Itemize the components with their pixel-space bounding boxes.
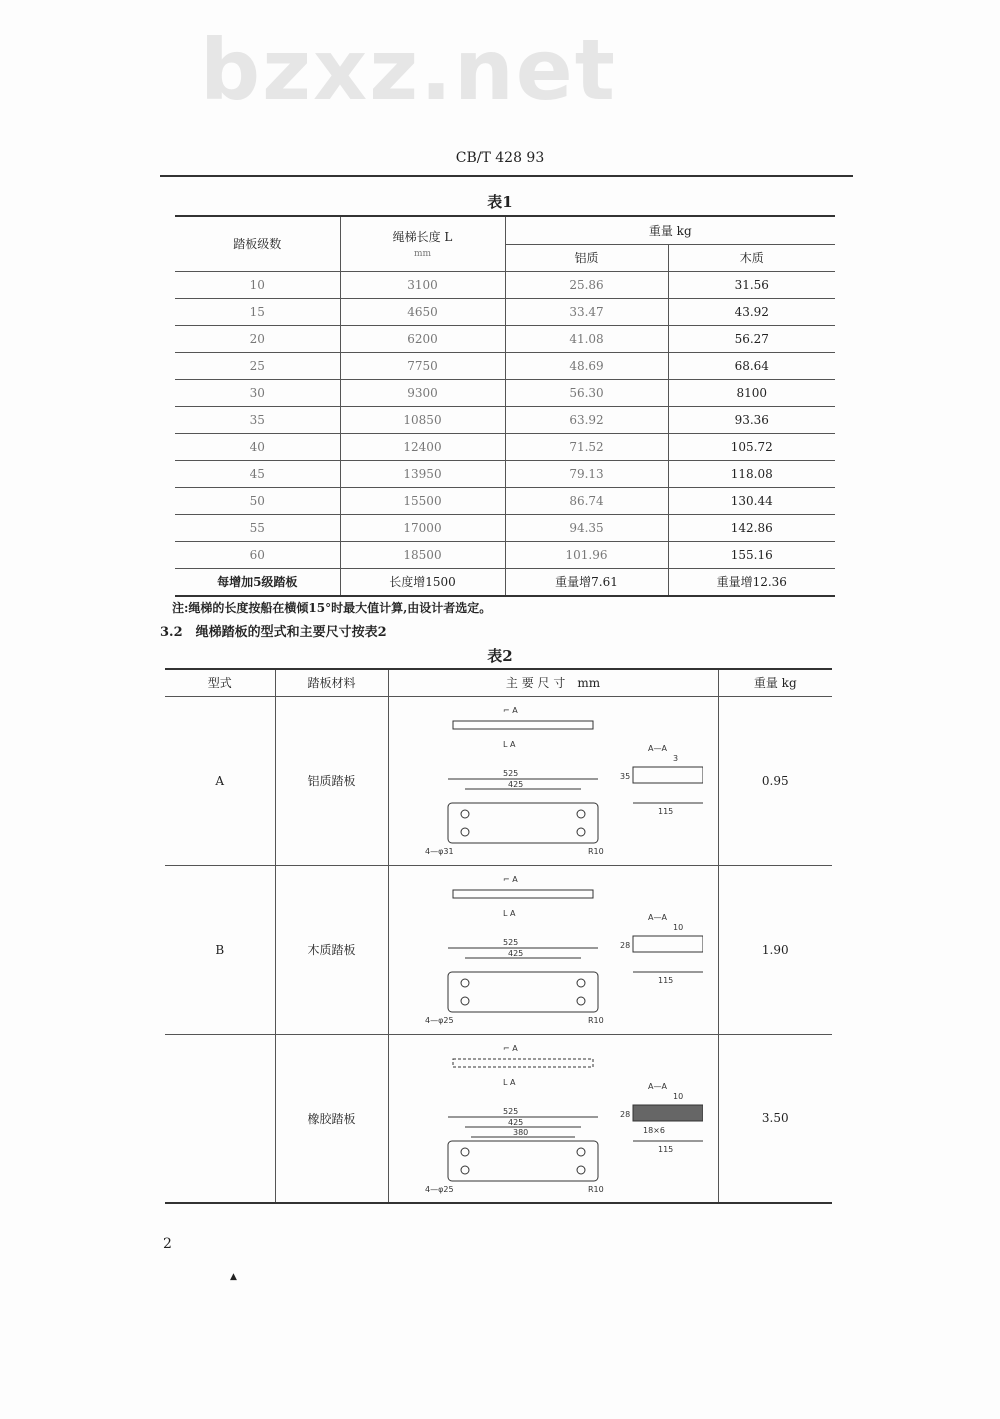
cell: 56.30 [505,379,668,406]
cell: 重量增7.61 [505,568,668,596]
cell: 3100 [340,271,505,298]
table2 [165,668,832,1204]
svg-text:4—φ31: 4—φ31 [425,847,454,856]
table1-row [175,325,835,352]
th-steps: 踏板级数 [175,216,340,271]
table1-footer-row [175,568,835,596]
svg-text:R10: R10 [588,1016,604,1025]
cell: 155.16 [668,541,835,568]
cell: 13950 [340,460,505,487]
cell: 71.52 [505,433,668,460]
table1-row [175,298,835,325]
table1-row [175,460,835,487]
table1-note: 注:绳梯的长度按船在横倾15°时最大值计算,由设计者选定。 [172,601,492,615]
cell: 30 [175,379,340,406]
cell: 63.92 [505,406,668,433]
cell: 长度增1500 [340,568,505,596]
cell: 142.86 [668,514,835,541]
svg-text:4—φ25: 4—φ25 [425,1184,454,1194]
table1-row [175,433,835,460]
cell-material: 铝质踏板 [275,696,388,865]
cell: 8100 [668,379,835,406]
cell: 9300 [340,379,505,406]
th-dims: 主 要 尺 寸 mm [388,669,718,696]
cell: 10850 [340,406,505,433]
th-material: 踏板材料 [275,669,388,696]
cell: 7750 [340,352,505,379]
svg-text:425: 425 [508,780,524,789]
cell-weight: 0.95 [718,696,832,865]
dimension-drawing [388,865,718,1034]
cell: 79.13 [505,460,668,487]
table1-row [175,352,835,379]
svg-text:A—A: A—A [648,744,667,753]
table1-row [175,487,835,514]
cell: 10 [175,271,340,298]
svg-text:380: 380 [513,1127,529,1137]
svg-text:10: 10 [673,923,684,932]
cell: 15500 [340,487,505,514]
cell: 68.64 [668,352,835,379]
watermark: bzxz.net [200,21,617,119]
th-length: 绳梯长度 L mm [340,216,505,271]
cell: 41.08 [505,325,668,352]
th-weight: 重量 kg [505,216,835,244]
cell-material: 橡胶踏板 [275,1034,388,1203]
svg-text:R10: R10 [588,1184,604,1194]
header-rule [160,175,853,177]
svg-text:115: 115 [658,976,674,985]
table1 [175,215,835,597]
cell: 重量增12.36 [668,568,835,596]
cell: 55 [175,514,340,541]
scan-mark: ▲ [230,1272,237,1282]
cell: 20 [175,325,340,352]
svg-text:L A: L A [503,1077,516,1087]
cell: 45 [175,460,340,487]
svg-text:4—φ25: 4—φ25 [425,1016,454,1025]
table1-row [175,514,835,541]
svg-text:18×6: 18×6 [643,1125,665,1135]
th-aluminum: 铝质 [505,244,668,271]
cell: 每增加5级踏板 [175,568,340,596]
cell: 130.44 [668,487,835,514]
svg-text:28: 28 [620,1109,631,1119]
th-weight: 重量 kg [718,669,832,696]
cell: 15 [175,298,340,325]
cell-type: A [165,696,275,865]
svg-text:28: 28 [620,941,631,950]
cell: 6200 [340,325,505,352]
table2-row [165,696,832,865]
cell: 105.72 [668,433,835,460]
standard-header: CB/T 428 93 [455,150,545,166]
svg-text:L A: L A [503,909,516,918]
cell: 18500 [340,541,505,568]
svg-text:L A: L A [503,740,516,749]
page-number: 2 [163,1236,172,1252]
table2-row [165,865,832,1034]
cell: 25.86 [505,271,668,298]
dimension-drawing [388,696,718,865]
cell: 50 [175,487,340,514]
table1-row [175,406,835,433]
cell: 12400 [340,433,505,460]
svg-text:525: 525 [503,938,519,947]
svg-text:10: 10 [673,1091,684,1101]
svg-text:115: 115 [658,1144,674,1154]
cell: 93.36 [668,406,835,433]
th-type: 型式 [165,669,275,696]
cell: 56.27 [668,325,835,352]
cell-type [165,1034,275,1203]
cell-material: 木质踏板 [275,865,388,1034]
cell: 48.69 [505,352,668,379]
cell: 60 [175,541,340,568]
cell: 4650 [340,298,505,325]
cell: 35 [175,406,340,433]
table2-row [165,1034,832,1203]
table1-caption: 表1 [487,193,513,211]
table1-row [175,379,835,406]
cell: 33.47 [505,298,668,325]
section-heading: 3.2 绳梯踏板的型式和主要尺寸按表2 [160,625,387,640]
cell-type: B [165,865,275,1034]
cell: 86.74 [505,487,668,514]
th-wood: 木质 [668,244,835,271]
svg-text:115: 115 [658,807,674,816]
cell: 94.35 [505,514,668,541]
svg-text:425: 425 [508,1117,524,1127]
cell-weight: 3.50 [718,1034,832,1203]
cell: 101.96 [505,541,668,568]
svg-text:425: 425 [508,949,524,958]
cell: 40 [175,433,340,460]
svg-text:525: 525 [503,769,519,778]
svg-text:35: 35 [620,772,631,781]
svg-text:525: 525 [503,1106,519,1116]
table1-row [175,271,835,298]
cell: 118.08 [668,460,835,487]
cell-weight: 1.90 [718,865,832,1034]
dimension-drawing [388,1034,718,1203]
svg-text:A—A: A—A [648,913,667,922]
table1-row [175,541,835,568]
svg-text:3: 3 [673,754,679,763]
cell: 31.56 [668,271,835,298]
cell: 17000 [340,514,505,541]
svg-text:⌐ A: ⌐ A [503,1043,518,1053]
cell: 25 [175,352,340,379]
cell: 43.92 [668,298,835,325]
svg-text:⌐ A: ⌐ A [503,875,518,884]
svg-text:⌐ A: ⌐ A [503,706,518,715]
svg-text:A—A: A—A [648,1081,667,1091]
svg-text:R10: R10 [588,847,604,856]
table2-caption: 表2 [487,647,513,665]
